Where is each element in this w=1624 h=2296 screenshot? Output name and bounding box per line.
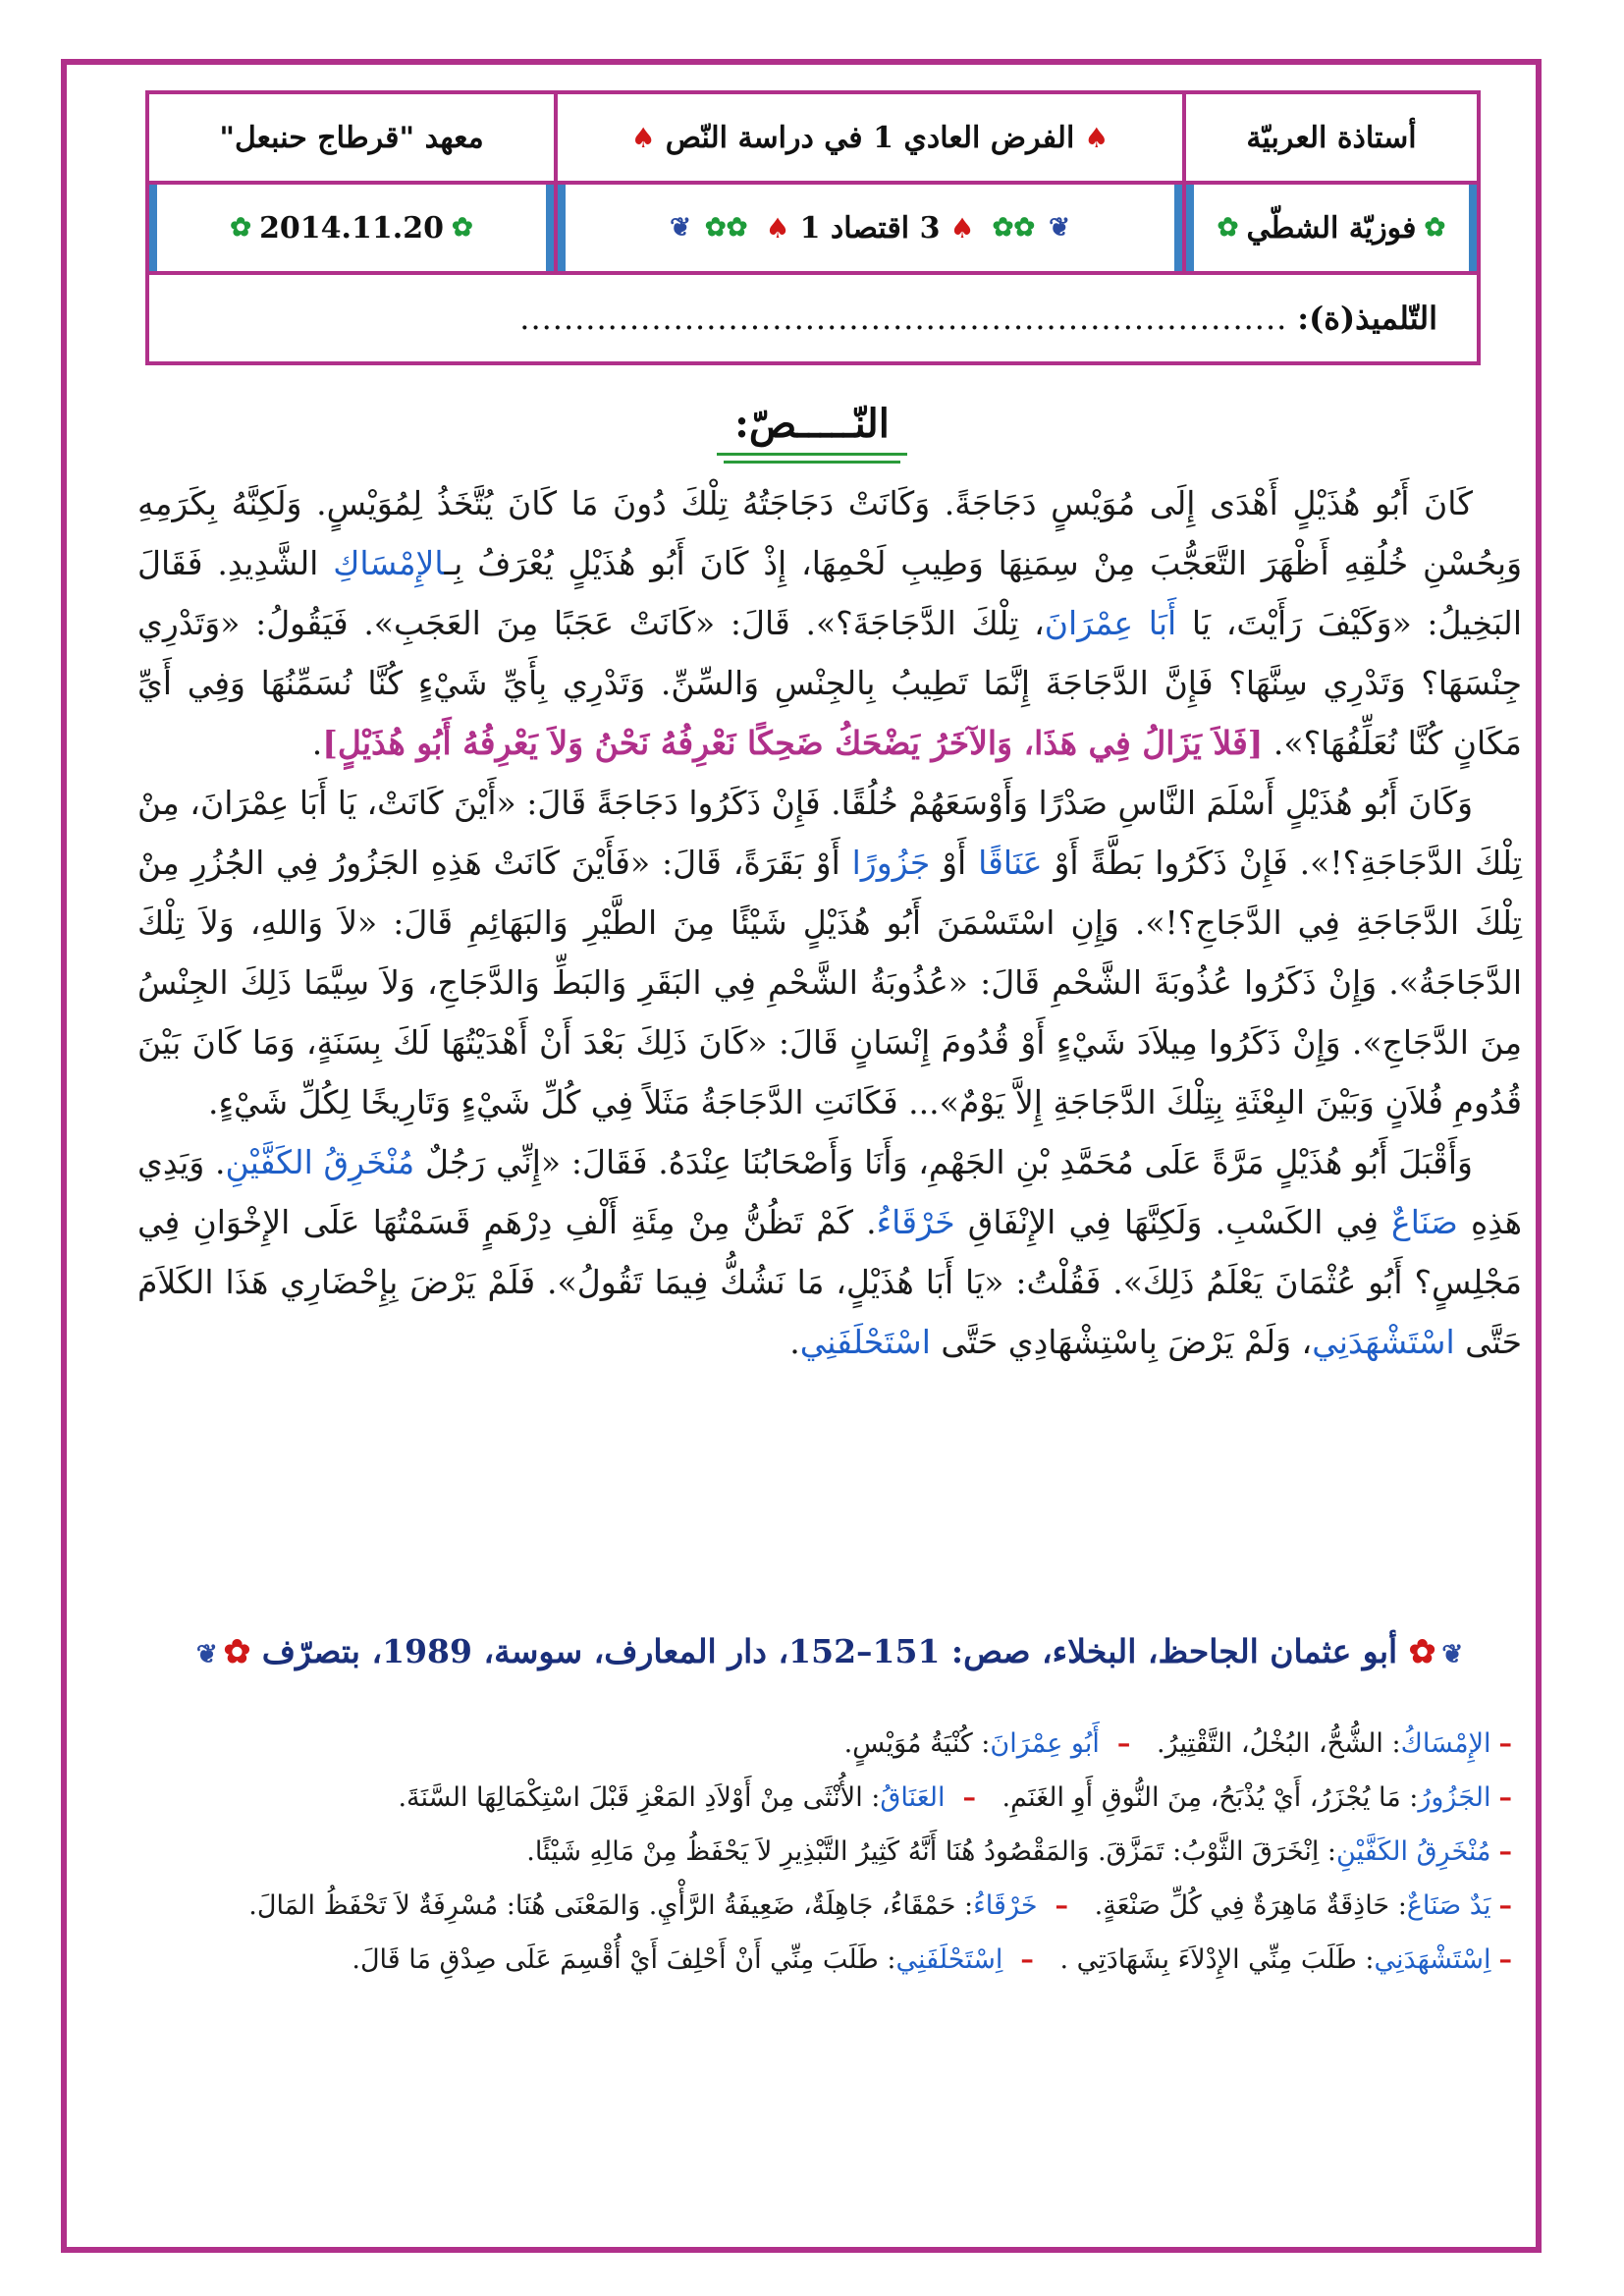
header-row-2	[149, 185, 1477, 275]
glossary-line: –مُنْخَرِقُ الكَفَّيْنِ: اِنْخَرَقَ الثَّوْبُ: تَمَزَّقَ. وَالمَقْصُودُ هُنَا أَنَّهُ كَثِيرُ التَّبْذِيرِ لاَ يَحْفَظُ مِنْ مَالِهِ شَيْئًا.	[526, 1836, 1512, 1867]
glossary	[167, 1717, 1512, 1987]
header-table	[145, 90, 1481, 365]
flower-icon: ✿	[230, 213, 252, 243]
flower-icon: ✿	[1217, 213, 1239, 243]
ornament-icon: ❦	[670, 213, 691, 243]
flower-icon: ✿	[451, 213, 473, 243]
glossary-line: –الإِمْسَاكُ: الشُّحُّ، البُخْلُ، التَّقْتِيرُ. –أَبُو عِمْرَانَ: كُنْيَةُ مُوَيْسٍ.	[843, 1728, 1512, 1759]
school-name: معهد "قرطاج حنبعل"	[219, 120, 484, 155]
ornament-icon: ❦	[195, 1640, 218, 1669]
exam-date: ✿ 2014.11.20 ✿	[149, 185, 554, 271]
header-row-3	[149, 275, 1477, 361]
spade-icon: ♠	[765, 211, 790, 245]
flower-icon: ✿✿	[992, 213, 1036, 243]
paragraph-1: كَانَ أَبُو هُذَيْلٍ أَهْدَى إِلَى مُوَيْسٍ دَجَاجَةً. وَكَانَتْ دَجَاجَتُهُ تِلْكَ دُونَ مَا كَانَ يُتَّخَذُ لِمُوَيْسٍ. وَلَكِنَّهُ بِكَرَمِهِ وَبِحُسْنِ خُلُقِهِ أَظْهَرَ التَّعَجُّبَ مِنْ سِمَنِهَا وَطِيبِ لَحْمِهَا، إِذْ كَانَ أَبُو هُذَيْلٍ يُعْرَفُ بِـالإِمْسَاكِ الشَّدِيدِ. فَقَالَ البَخِيلُ: «وَكَيْفَ رَأَيْتَ، يَا أَبَا عِمْرَانَ، تِلْكَ الدَّجَاجَةَ؟». قَالَ: «كَانَتْ عَجَبًا مِنَ العَجَبِ». فَيَقُولُ: «وَتَدْرِي جِنْسَهَا؟ وَتَدْرِي سِنَّهَا؟ فَإِنَّ الدَّجَاجَةَ إِنَّمَا تَطِيبُ بِالجِنْسِ وَالسِّنِّ. وَتَدْرِي بِأَيِّ شَيْءٍ كُنَّا نُسَمِّنُهَا وَفِي أَيِّ مَكَانٍ كُنَّا نُعَلِّفُهَا؟». [فَلاَ يَزَالُ فِي هَذَا، وَالآخَرُ يَضْحَكُ ضَحِكًا نَعْرِفُهُ نَحْنُ وَلاَ يَعْرِفُهُ أَبُو هُذَيْلٍ].	[137, 484, 1523, 762]
glossary-line: –اِسْتَشْهَدَنِي: طَلَبَ مِنِّي الإِدْلاَءَ بِشَهَادَتِي . –اِسْتَحْلَفَنِي: طَلَبَ مِنِّي أَنْ أَحْلِفَ أَيْ أُقْسِمَ عَلَى صِدْقِ مَا قَالَ.	[352, 1944, 1512, 1975]
flower-icon: ✿	[1408, 1632, 1436, 1670]
student-name-field[interactable]: التّلميذ(ة): ......................................................................	[519, 300, 1437, 337]
flower-icon: ✿✿	[704, 213, 748, 243]
teacher-label: أستاذة العربيّة	[1182, 94, 1477, 181]
exam-title: ♠ الفرض العادي 1 في دراسة النّص ♠	[554, 94, 1182, 181]
ornament-icon: ❦	[1049, 213, 1070, 243]
glossary-line: –الجَزُورُ: مَا يُجْزَرُ، أَيْ يُذْبَحُ، مِنَ النُّوقِ أَوِ الغَنَمِ. –العَنَاقُ: الأُنْثَى مِنْ أَوْلاَدِ المَعْزِ قَبْلَ اسْتِكْمَالِهَا السَّنَةَ.	[398, 1782, 1512, 1813]
teacher-name: ✿ فوزيّة الشطّي ✿	[1182, 185, 1477, 271]
glossary-line: –يَدٌ صَنَاعٌ: حَاذِقَةٌ مَاهِرَةٌ فِي كُلِّ صَنْعَةٍ. –خَرْقَاءُ: حَمْقَاءُ، جَاهِلَةٌ، ضَعِيفَةُ الرَّأْيِ. وَالمَعْنَى هُنَا: مُسْرِفَةٌ لاَ تَحْفَظُ المَالَ.	[248, 1890, 1512, 1921]
class-name: ❦ ✿✿ ♠ 3 اقتصاد 1 ♠ ✿✿ ❦	[554, 185, 1182, 271]
main-text	[137, 473, 1522, 1372]
title-underline	[724, 461, 900, 464]
spade-icon: ♠	[1084, 121, 1110, 154]
source-citation: ❦✿ أبو عثمان الجاحظ، البخلاء، صص: 151–152، دار المعارف، سوسة، 1989، بتصرّف ✿❦	[195, 1632, 1464, 1670]
ornament-icon: ❦	[1441, 1640, 1464, 1669]
spade-icon: ♠	[630, 121, 656, 154]
text-title: النّـــــصّ:	[0, 401, 1624, 464]
paragraph-2: وَكَانَ أَبُو هُذَيْلٍ أَسْلَمَ النَّاسِ صَدْرًا وَأَوْسَعَهُمْ خُلُقًا. فَإِنْ ذَكَرُوا دَجَاجَةً قَالَ: «أَيْنَ كَانَتْ، يَا أَبَا عِمْرَانَ، مِنْ تِلْكَ الدَّجَاجَةِ؟!». فَإِنْ ذَكَرُوا بَطَّةً أَوْ عَنَاقًا أَوْ جَزُورًا أَوْ بَقَرَةً، قَالَ: «فَأَيْنَ كَانَتْ هَذِهِ الجَزُورُ فِي الجُزُرِ مِنْ تِلْكَ الدَّجَاجَةِ فِي الدَّجَاجِ؟!». وَإِنِ اسْتَسْمَنَ أَبُو هُذَيْلٍ شَيْئًا مِنَ الطَّيْرِ وَالبَهَائِمِ قَالَ: «لاَ وَاللهِ، وَلاَ تِلْكَ الدَّجَاجَةُ». وَإِنْ ذَكَرُوا عُذُوبَةَ الشَّحْمِ قَالَ: «عُذُوبَةُ الشَّحْمِ فِي البَقَرِ وَالبَطِّ وَالدَّجَاجِ، وَلاَ سِيَّمَا ذَلِكَ الجِنْسُ مِنَ الدَّجَاجِ». وَإِنْ ذَكَرُوا مِيلاَدَ شَيْءٍ أَوْ قُدُومَ إِنْسَانٍ قَالَ: «كَانَ ذَلِكَ بَعْدَ أَنْ أَهْدَيْتُهَا لَكَ بِسَنَةٍ، وَمَا كَانَ بَيْنَ قُدُومِ فُلاَنٍ وَبَيْنَ البِعْثَةِ بِتِلْكَ الدَّجَاجَةِ إِلاَّ يَوْمٌ»... فَكَانَتِ الدَّجَاجَةُ مَثَلاً فِي كُلِّ شَيْءٍ وَتَارِيخًا لِكُلِّ شَيْءٍ.	[137, 784, 1523, 1121]
flower-icon: ✿	[1424, 213, 1446, 243]
paragraph-3: وَأَقْبَلَ أَبُو هُذَيْلٍ مَرَّةً عَلَى مُحَمَّدِ بْنِ الجَهْمِ، وَأَنَا وَأَصْحَابُنَا عِنْدَهُ. فَقَالَ: «إِنِّي رَجُلٌ مُنْخَرِقُ الكَفَّيْنِ. وَيَدِي هَذِهِ صَنَاعٌ فِي الكَسْبِ. وَلَكِنَّهَا فِي الإِنْفَاقِ خَرْقَاءُ. كَمْ تَظُنُّ مِنْ مِئَةِ أَلْفِ دِرْهَمٍ قَسَمْتُهَا عَلَى الإِخْوَانِ فِي مَجْلِسٍ؟ أَبُو عُثْمَانَ يَعْلَمُ ذَلِكَ». فَقُلْتُ: «يَا أَبَا هُذَيْلٍ، مَا نَشُكُّ فِيمَا تَقُولُ». فَلَمْ يَرْضَ بِإِحْضَارِي هَذَا الكَلاَمَ حَتَّى اسْتَشْهَدَنِي، وَلَمْ يَرْضَ بِاسْتِشْهَادِي حَتَّى اسْتَحْلَفَنِي.	[137, 1143, 1522, 1361]
header-row-1	[149, 94, 1477, 185]
spade-icon: ♠	[949, 211, 975, 245]
flower-icon: ✿	[223, 1632, 251, 1670]
